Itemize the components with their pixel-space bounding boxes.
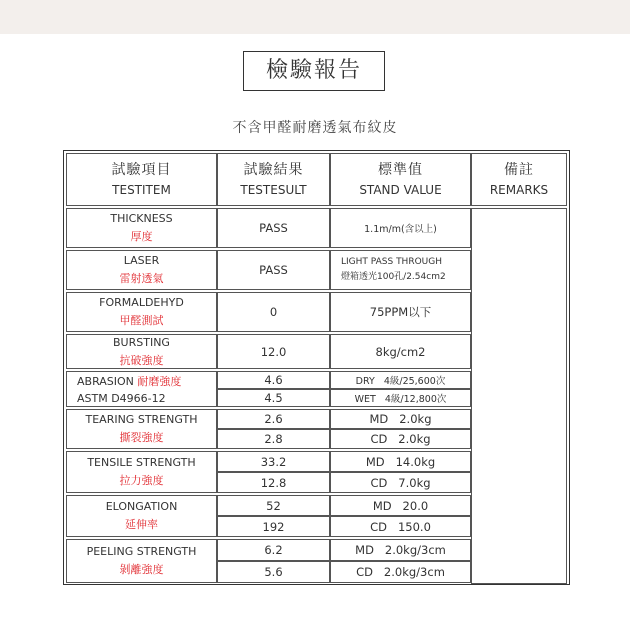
page-subtitle: 不含甲醛耐磨透氣布紋皮	[232, 120, 398, 136]
item-peeling	[66, 539, 217, 583]
abrasion-method: ASTM D4966-12	[77, 392, 166, 405]
standard-laser-line1: LIGHT PASS THROUGH	[341, 257, 442, 267]
item-label-en: TENSILE STRENGTH	[87, 456, 196, 469]
standard-peeling-md: MD 2.0kg/3cm	[330, 539, 471, 561]
header-standard-value-zh: 標準值	[378, 161, 423, 178]
item-label-zh: 剝離強度	[119, 563, 164, 576]
page-title: 檢驗報告	[243, 51, 385, 91]
standard-elongation-md: MD 20.0	[330, 495, 471, 516]
standard-peeling-cd: CD 2.0kg/3cm	[330, 561, 471, 583]
header-test-item-zh: 試驗項目	[111, 161, 172, 178]
result-laser: PASS	[217, 250, 330, 290]
result-elongation-md: 52	[217, 495, 330, 516]
standard-tearing-md: MD 2.0kg	[330, 409, 471, 429]
standard-laser-line2: 燈箱透光100孔/2.54cm2	[341, 272, 446, 282]
item-bursting	[66, 334, 217, 369]
header-remarks	[471, 153, 567, 206]
item-label-zh: 抗破強度	[119, 353, 164, 367]
item-label-en: ELONGATION	[105, 500, 178, 513]
result-abrasion-dry: 4.6	[217, 371, 330, 389]
top-band	[0, 0, 630, 34]
result-thickness: PASS	[217, 208, 330, 248]
item-label-zh: 撕裂強度	[119, 431, 164, 444]
result-peeling-cd: 5.6	[217, 561, 330, 583]
standard-bursting: 8kg/cm2	[330, 334, 471, 369]
result-tensile-cd: 12.8	[217, 472, 330, 493]
header-standard-value	[330, 153, 471, 206]
item-label-zh: 甲醛測試	[119, 314, 164, 327]
standard-tensile-cd: CD 7.0kg	[330, 472, 471, 493]
standard-abrasion-wet: WET 4級/12,800次	[330, 389, 471, 407]
standard-elongation-cd: CD 150.0	[330, 516, 471, 537]
header-standard-value-en: STAND VALUE	[359, 182, 442, 197]
item-label-zh: 拉力強度	[119, 474, 164, 487]
item-label-zh: 厚度	[130, 230, 153, 243]
standard-abrasion-dry: DRY 4級/25,600次	[330, 371, 471, 389]
standard-tearing-cd: CD 2.0kg	[330, 429, 471, 449]
standard-laser	[330, 250, 471, 290]
item-tensile	[66, 451, 217, 493]
standard-thickness: 1.1m/m(含以上)	[330, 208, 471, 248]
result-formaldehyde: 0	[217, 292, 330, 332]
item-label-zh: 雷射透氣	[119, 272, 164, 285]
item-laser	[66, 250, 217, 290]
result-bursting: 12.0	[217, 334, 330, 369]
result-abrasion-wet: 4.5	[217, 389, 330, 407]
standard-formaldehyde: 75PPM以下	[330, 292, 471, 332]
item-formaldehyde	[66, 292, 217, 332]
standard-tensile-md: MD 14.0kg	[330, 451, 471, 472]
item-label-en: LASER	[123, 254, 160, 267]
item-label-en: TEARING STRENGTH	[85, 413, 198, 426]
item-label-en: PEELING STRENGTH	[86, 545, 197, 558]
item-elongation	[66, 495, 217, 537]
item-label-en: ABRASION	[77, 375, 134, 388]
item-thickness	[66, 208, 217, 248]
result-tensile-md: 33.2	[217, 451, 330, 472]
item-label-zh: 耐磨強度	[137, 375, 182, 388]
result-tearing-md: 2.6	[217, 409, 330, 429]
header-test-result	[217, 153, 330, 206]
item-abrasion	[66, 371, 217, 407]
remarks-cell	[471, 208, 567, 584]
item-label-en: FORMALDEHYD	[99, 296, 184, 309]
header-remarks-zh: 備註	[504, 161, 534, 178]
item-tearing	[66, 409, 217, 449]
result-elongation-cd: 192	[217, 516, 330, 537]
report-table	[63, 150, 570, 585]
header-test-result-zh: 試驗結果	[243, 161, 304, 178]
header-test-result-en: TESTESULT	[240, 182, 307, 197]
header-remarks-en: REMARKS	[489, 182, 549, 197]
header-test-item	[66, 153, 217, 206]
header-test-item-en: TESTITEM	[112, 182, 171, 197]
item-label-zh: 延伸率	[125, 518, 158, 531]
result-tearing-cd: 2.8	[217, 429, 330, 449]
result-peeling-md: 6.2	[217, 539, 330, 561]
item-label-en: BURSTING	[113, 335, 170, 349]
item-label-en: THICKNESS	[110, 212, 173, 225]
